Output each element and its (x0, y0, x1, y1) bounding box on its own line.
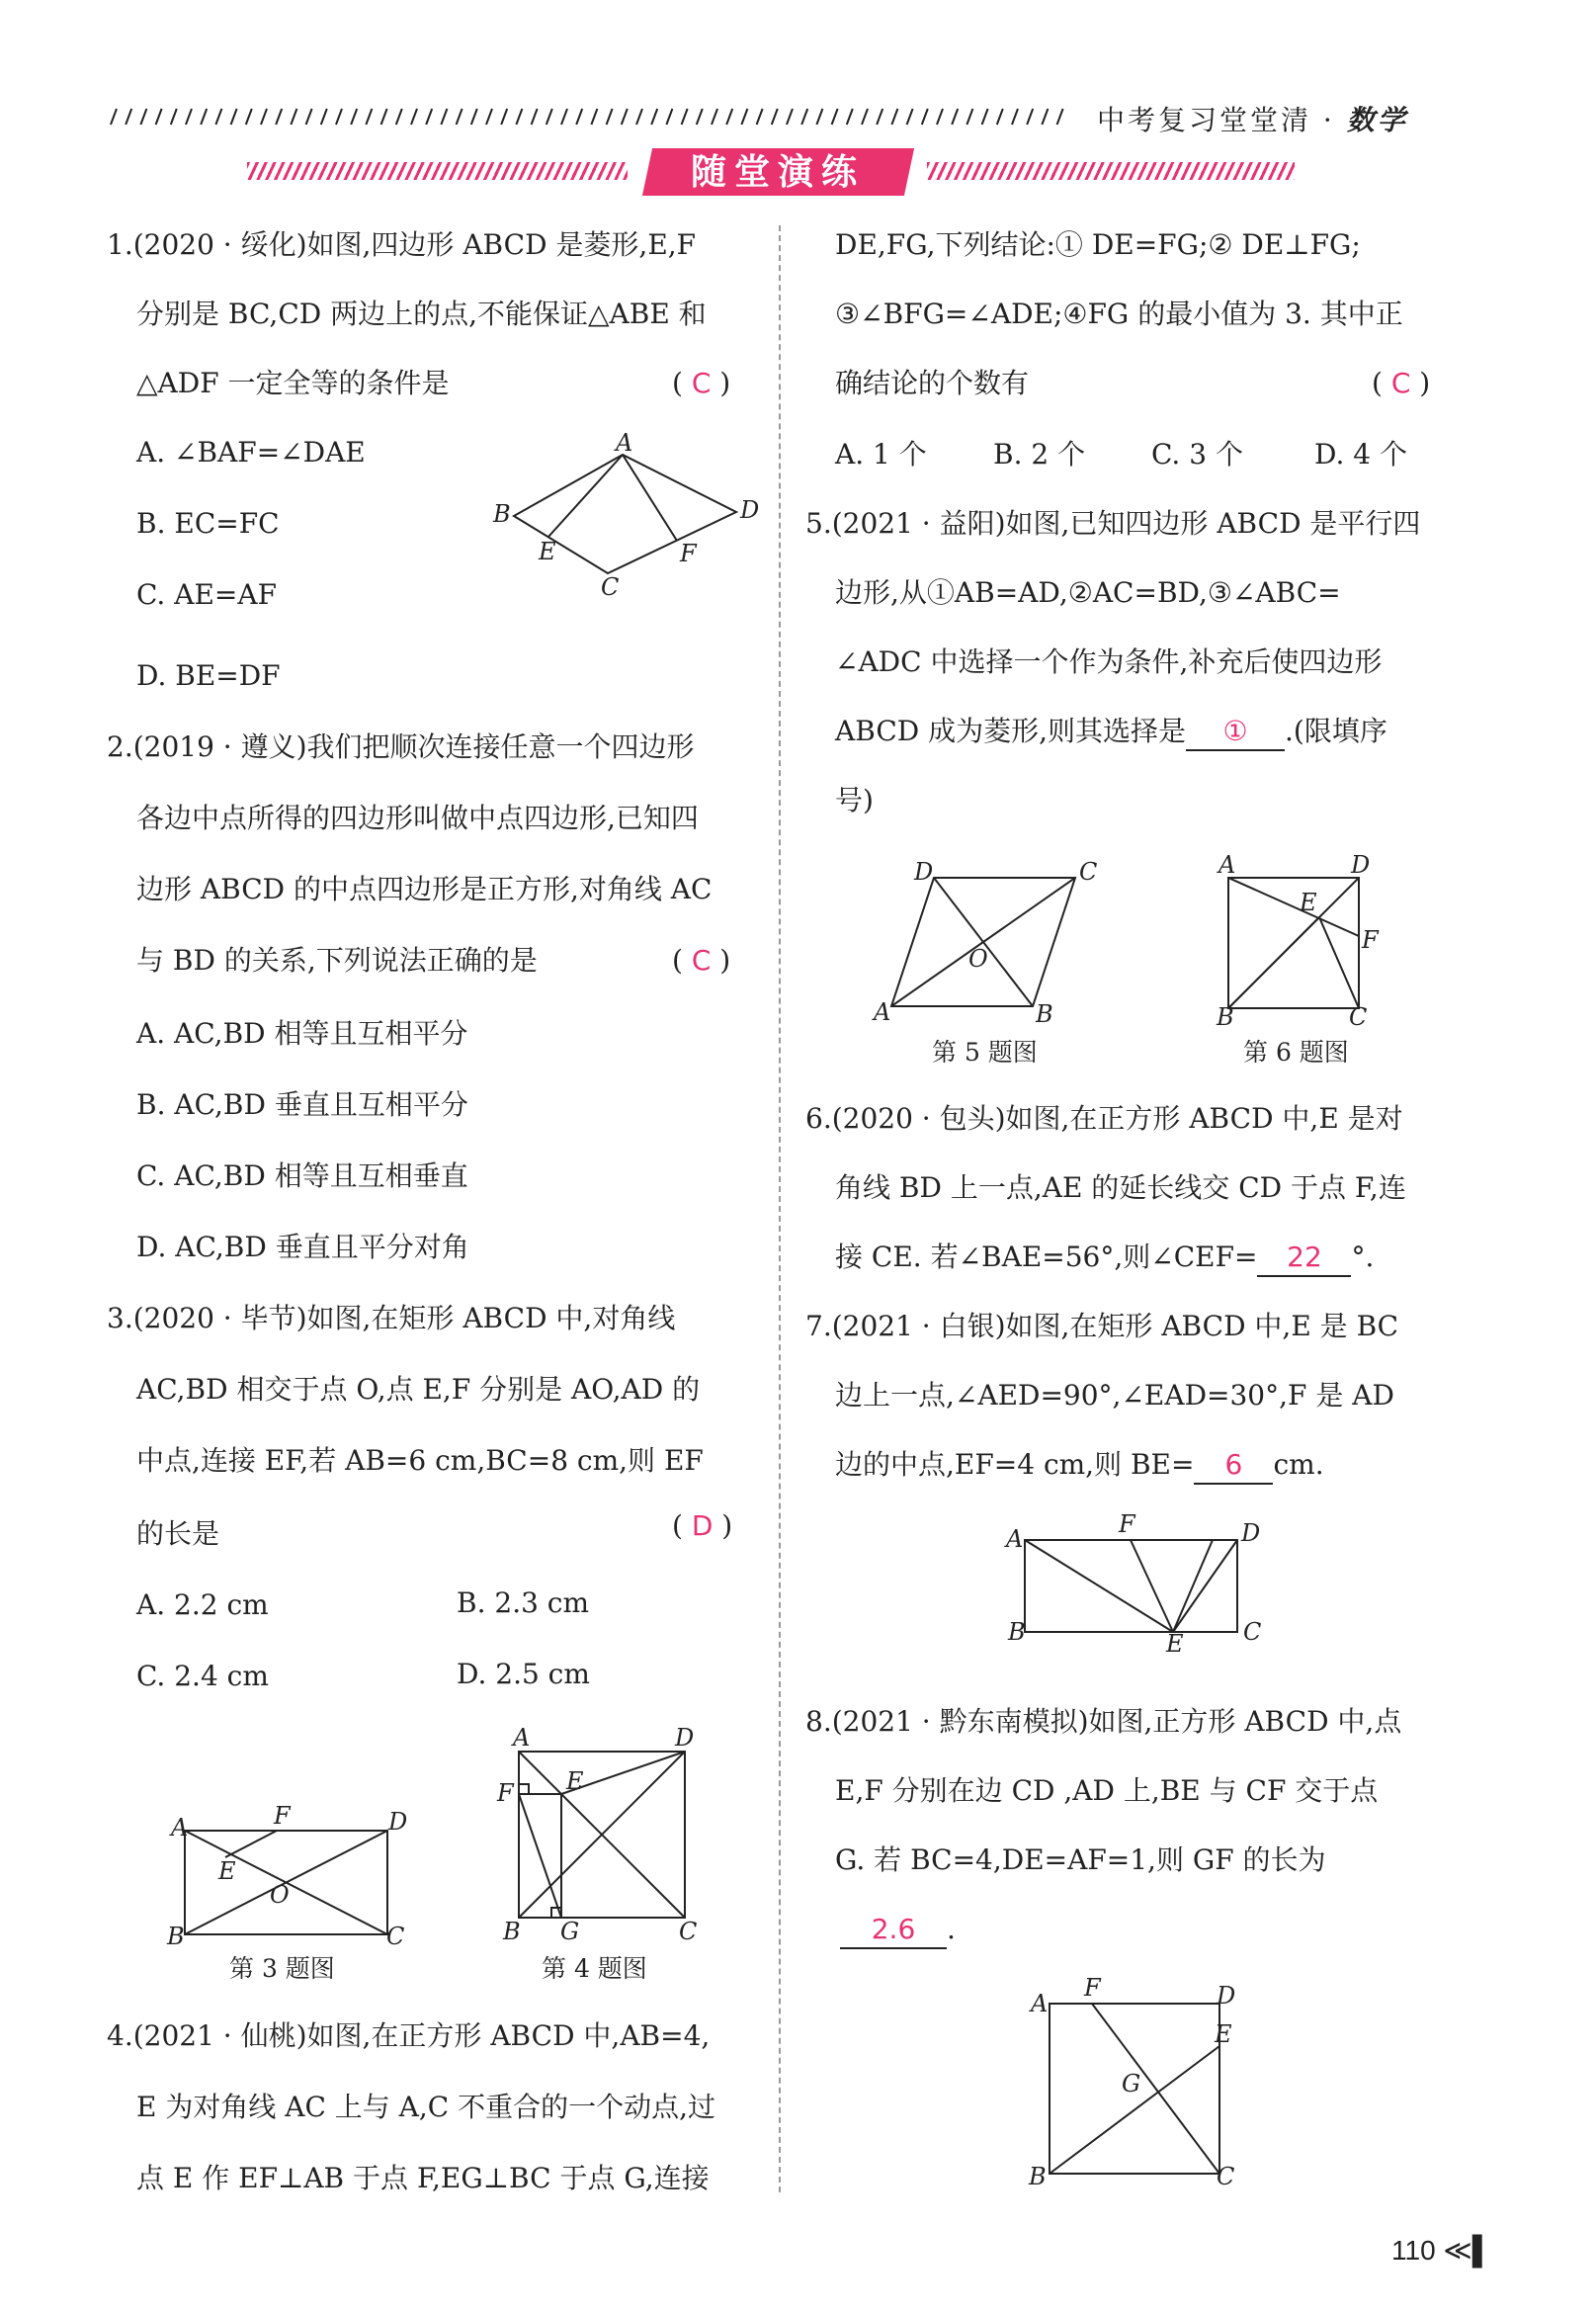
header-tick (1012, 109, 1018, 125)
header-tick (291, 109, 296, 125)
header-tick (741, 109, 747, 125)
label: C (601, 573, 620, 601)
header-tick (607, 109, 613, 125)
header-tick (922, 109, 928, 125)
svg-text:C: C (679, 1918, 698, 1945)
header-tick (441, 109, 447, 125)
svg-text:E: E (1215, 2020, 1232, 2048)
section-banner (247, 148, 1295, 196)
svg-text:D: D (675, 1724, 695, 1752)
header-tick (501, 109, 507, 125)
figure-caption: 第 4 题图 (542, 1954, 647, 1983)
header-tick (366, 109, 372, 125)
figure-caption: 第 5 题图 (932, 1038, 1038, 1067)
svg-text:C: C (1349, 1003, 1368, 1031)
header-decoration (107, 103, 1085, 130)
svg-text:D: D (1351, 851, 1371, 879)
answer: ① (1222, 715, 1248, 747)
header-tick (156, 109, 162, 125)
answer-bracket: ( C ) (1372, 367, 1431, 399)
header-tick (1027, 109, 1033, 125)
svg-text:C: C (1217, 2163, 1235, 2190)
svg-text:E: E (218, 1857, 236, 1885)
answer: D (691, 1509, 714, 1542)
header-tick (801, 109, 807, 125)
header-tick (636, 109, 642, 125)
svg-text:E: E (1300, 889, 1317, 916)
answer: C (691, 367, 712, 399)
banner-stripe-right (927, 162, 1295, 180)
header-tick (726, 109, 732, 125)
header-tick (591, 109, 597, 125)
header-tick (832, 109, 838, 125)
figure-q3 (163, 1794, 410, 1950)
header-tick (561, 109, 567, 125)
svg-text:B: B (1008, 1618, 1026, 1646)
figure-caption: 第 3 题图 (229, 1954, 335, 1983)
header-tick (321, 109, 327, 125)
header-tick (982, 109, 988, 125)
svg-text:A: A (171, 1814, 189, 1841)
header-tick (816, 109, 822, 125)
svg-text:F: F (1362, 926, 1379, 954)
figure-q7 (1000, 1507, 1262, 1656)
answer-bracket: ( D ) (672, 1509, 733, 1542)
svg-text:G: G (560, 1918, 580, 1945)
header-tick (757, 109, 763, 125)
header-tick (847, 109, 853, 125)
figure-q6 (1201, 845, 1388, 1033)
header-tick (952, 109, 958, 125)
answer: 22 (1287, 1241, 1322, 1273)
header-tick (532, 109, 538, 125)
figure-q1 (489, 429, 760, 601)
svg-text:B: B (1036, 1000, 1053, 1028)
header-tick (306, 109, 312, 125)
book-title: 中考复习堂堂清 (1097, 104, 1312, 136)
figure-caption: 第 6 题图 (1243, 1038, 1349, 1067)
column-divider (779, 225, 781, 2192)
svg-text:B: B (503, 1918, 521, 1945)
header-tick (907, 109, 913, 125)
svg-text:B: B (167, 1923, 185, 1950)
header-tick (712, 109, 717, 125)
svg-text:F: F (497, 1779, 514, 1807)
header-tick (111, 109, 117, 125)
svg-text:D: D (1217, 1982, 1236, 2010)
header-tick (186, 109, 192, 125)
answer: 2.6 (871, 1913, 916, 1945)
svg-text:D: D (1241, 1519, 1261, 1547)
header-tick (937, 109, 943, 125)
header-tick (576, 109, 582, 125)
svg-text:G: G (1122, 2070, 1141, 2098)
svg-text:A: A (874, 998, 891, 1026)
figure-q5 (870, 850, 1107, 1028)
svg-text:O: O (968, 945, 988, 973)
header-tick (877, 109, 882, 125)
header-tick (1057, 109, 1063, 125)
subject-label: 数学 (1346, 104, 1408, 136)
svg-text:A: A (1218, 851, 1236, 879)
svg-text:C: C (386, 1923, 405, 1950)
header-tick (381, 109, 387, 125)
header-tick (891, 109, 897, 125)
header-tick (171, 109, 177, 125)
svg-text:O: O (270, 1881, 290, 1909)
header-tick (1042, 109, 1048, 125)
label: E (539, 538, 556, 565)
header-tick (351, 109, 357, 125)
header-tick (140, 109, 146, 125)
answer: C (691, 944, 712, 977)
svg-text:A: A (1031, 1990, 1049, 2017)
header-tick (697, 109, 703, 125)
svg-text:E: E (566, 1767, 584, 1795)
page-number: 110 ≪▌ (1391, 2235, 1492, 2266)
figure-q8 (1023, 1974, 1250, 2190)
svg-text:B: B (1029, 2163, 1047, 2190)
header-tick (201, 109, 207, 125)
header-tick (787, 109, 793, 125)
header-tick (471, 109, 477, 125)
banner-stripe-left (247, 162, 628, 180)
header-tick (772, 109, 778, 125)
header-tick (666, 109, 672, 125)
label: D (740, 496, 760, 524)
answer-bracket: ( C ) (672, 944, 731, 977)
answer-bracket: ( C ) (672, 367, 731, 399)
svg-text:D: D (388, 1808, 408, 1836)
svg-text:D: D (914, 858, 934, 886)
header-tick (682, 109, 688, 125)
header-tick (126, 109, 131, 125)
label: B (493, 500, 511, 528)
svg-text:A: A (513, 1724, 531, 1752)
answer: C (1390, 367, 1411, 399)
svg-text:B: B (1217, 1003, 1234, 1031)
figure-q4 (489, 1724, 712, 1947)
section-title: 随堂演练 (642, 148, 914, 196)
svg-text:F: F (1119, 1510, 1135, 1538)
header-tick (997, 109, 1003, 125)
header-tick (651, 109, 657, 125)
header-tick (276, 109, 282, 125)
header-tick (426, 109, 432, 125)
header-tick (246, 109, 252, 125)
header-tick (862, 109, 868, 125)
header-tick (396, 109, 402, 125)
svg-text:C: C (1243, 1618, 1262, 1646)
header-tick (231, 109, 237, 125)
svg-text:A: A (1006, 1525, 1024, 1553)
answer: 6 (1224, 1448, 1243, 1481)
header-tick (546, 109, 552, 125)
header-tick (966, 109, 972, 125)
svg-text:F: F (274, 1802, 291, 1830)
header-tick (411, 109, 417, 125)
header-tick (261, 109, 267, 125)
label: A (616, 429, 633, 457)
header-tick (457, 109, 462, 125)
header-tick (336, 109, 342, 125)
svg-text:C: C (1079, 858, 1098, 886)
header-tick (516, 109, 522, 125)
book-header: 中考复习堂堂清 · 数学 (1097, 104, 1408, 136)
header-tick (486, 109, 492, 125)
svg-text:F: F (1084, 1974, 1101, 2002)
label: F (680, 540, 697, 567)
header-tick (215, 109, 221, 125)
header-tick (622, 109, 628, 125)
svg-text:E: E (1166, 1630, 1184, 1658)
